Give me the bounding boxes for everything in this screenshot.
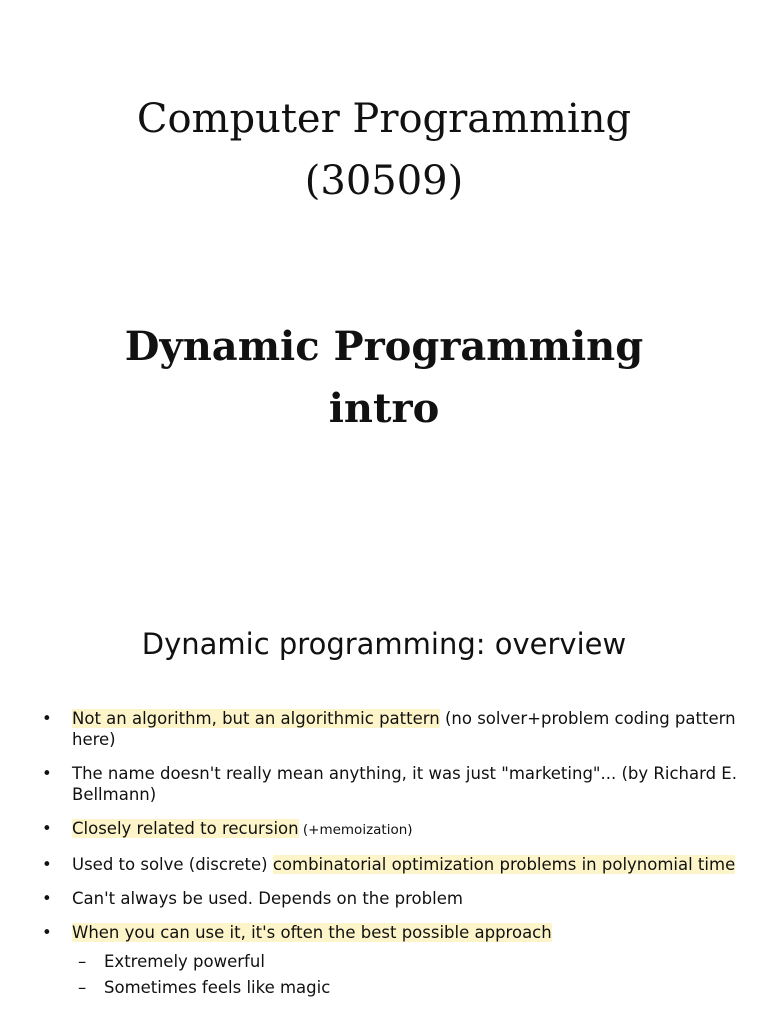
- subbullet-text: Sometimes feels like magic: [104, 978, 331, 997]
- bullet-item-recursion: [40, 818, 740, 841]
- bullet-item-pattern: [40, 708, 740, 750]
- bullet-item-usage: [40, 854, 740, 875]
- bullet-text: (no solver+problem coding pattern here): [72, 709, 736, 749]
- subbullet-item-magic: [40, 977, 740, 998]
- course-name: Computer Programming: [136, 96, 632, 142]
- bullet-text: Used to solve (discrete): [72, 855, 273, 874]
- course-title: [0, 88, 768, 212]
- highlighted-text: Closely related to recursion: [72, 819, 299, 838]
- course-code: (30509): [304, 158, 464, 204]
- bullet-text: The name doesn't really mean anything, it was just "marketing"... (by Richard E. Bellmann): [72, 764, 737, 804]
- highlighted-text: Not an algorithm, but an algorithmic pattern: [72, 709, 440, 728]
- lecture-title: [0, 316, 768, 440]
- highlighted-text: combinatorial optimization problems in polynomial time: [272, 855, 736, 874]
- bullet-item-best-approach: [40, 922, 740, 943]
- slide-heading: Dynamic programming: overview: [141, 627, 627, 661]
- bullet-note: (+memoization): [298, 822, 413, 838]
- bullet-item-name-origin: [40, 763, 740, 805]
- subbullet-item-powerful: [40, 951, 740, 972]
- highlighted-text: When you can use it, it's often the best possible approach: [72, 923, 552, 942]
- bullet-text: Can't always be used. Depends on the problem: [72, 889, 463, 908]
- bullet-item-limits: [40, 888, 740, 909]
- lecture-title-line1: Dynamic Programming: [124, 323, 644, 370]
- lecture-title-line2: intro: [328, 385, 440, 432]
- subbullet-text: Extremely powerful: [104, 952, 265, 971]
- bullet-list: [40, 708, 740, 1008]
